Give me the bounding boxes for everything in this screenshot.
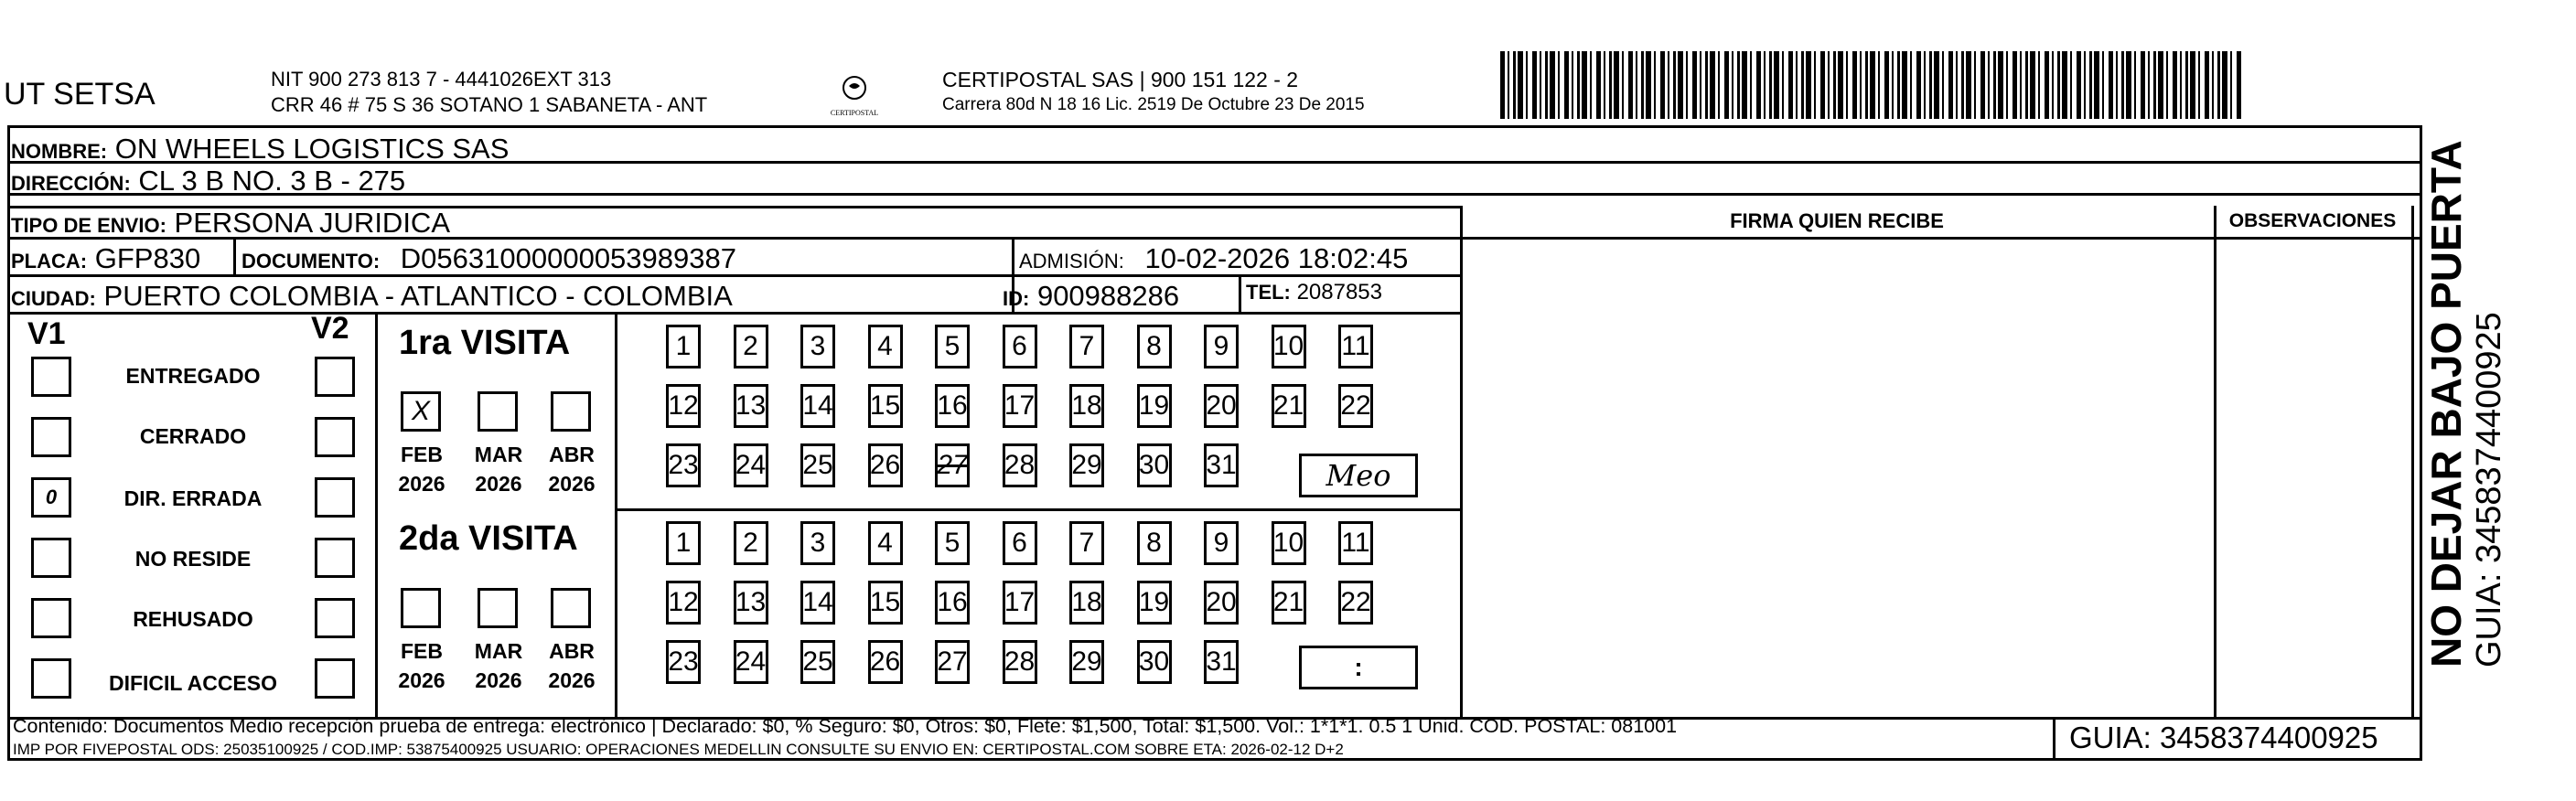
visit1-day-9[interactable]	[1204, 325, 1239, 368]
day-number: 8	[1146, 331, 1162, 361]
visit2-day-15[interactable]	[868, 581, 903, 625]
v1-checkbox-entregado[interactable]	[31, 357, 71, 397]
visit1-day-7[interactable]	[1069, 325, 1104, 368]
admision-row	[1019, 242, 1408, 275]
visit2-day-4[interactable]	[868, 521, 903, 565]
status-dir-errada: DIR. ERRADA	[123, 486, 263, 510]
v2-checkbox-rehusado[interactable]	[315, 598, 355, 638]
visit2-month-mar[interactable]	[478, 588, 518, 628]
day-number: 21	[1272, 390, 1304, 421]
day-number: 15	[869, 587, 901, 617]
day-number: 13	[735, 587, 767, 617]
admision-value: 10-02-2026 18:02:45	[1144, 242, 1409, 274]
day-number: 7	[1079, 331, 1095, 361]
company-address: CRR 46 # 75 S 36 SOTANO 1 SABANETA - ANT	[271, 93, 708, 116]
company-name: UT SETSA	[4, 77, 156, 112]
day-number: 4	[877, 528, 893, 558]
tipo-value: PERSONA JURIDICA	[174, 207, 450, 239]
day-number: 17	[1004, 587, 1036, 617]
status-cerrado: CERRADO	[139, 424, 247, 448]
day-number: 3	[810, 331, 826, 361]
direccion-label: DIRECCIÓN:	[11, 172, 131, 195]
day-number: 22	[1340, 390, 1371, 421]
visit1-day-3[interactable]	[800, 325, 835, 368]
visit2-title: 2da VISITA	[399, 519, 578, 558]
visit1-day-8[interactable]	[1137, 325, 1172, 368]
nombre-row	[11, 133, 509, 166]
visit2-day-19[interactable]	[1137, 581, 1172, 625]
visit2-day-17[interactable]	[1003, 581, 1037, 625]
day-number: 3	[810, 528, 826, 558]
day-number: 27	[937, 646, 968, 677]
visit2-year-mar: 2026	[475, 668, 522, 692]
visit1-day-21[interactable]	[1272, 384, 1306, 428]
v1-checkbox-dir-errada[interactable]	[31, 477, 71, 518]
visit1-day-12[interactable]	[666, 384, 701, 428]
visit2-day-22[interactable]	[1338, 581, 1373, 625]
day-number: 28	[1004, 450, 1036, 480]
day-number: 14	[802, 390, 833, 421]
visit1-month-feb[interactable]	[401, 391, 441, 432]
day-number: 10	[1272, 331, 1304, 361]
day-number: 29	[1071, 646, 1102, 677]
v1-checkbox-no-reside[interactable]	[31, 538, 71, 578]
v2-label: V2	[311, 311, 349, 346]
day-number: 8	[1146, 528, 1162, 558]
direccion-row	[11, 165, 405, 198]
day-number: 5	[944, 528, 961, 558]
side-guia: GUIA: 3458374400925	[2470, 312, 2508, 668]
visit2-day-6[interactable]	[1003, 521, 1037, 565]
visit2-feb-label: FEB	[401, 639, 443, 663]
visit2-day-23[interactable]	[666, 640, 701, 684]
visit1-title: 1ra VISITA	[399, 324, 571, 362]
visit2-day-25[interactable]	[800, 640, 835, 684]
day-number: 23	[668, 646, 699, 677]
day-number: 16	[937, 587, 968, 617]
visit1-day-5[interactable]	[935, 325, 970, 368]
day-number: 20	[1206, 587, 1237, 617]
visit2-day-10[interactable]	[1272, 521, 1306, 565]
certi-address: Carrera 80d N 18 16 Lic. 2519 De Octubre 23 De 2015	[942, 95, 1365, 114]
v2-checkbox-no-reside[interactable]	[315, 538, 355, 578]
company-nit: NIT 900 273 813 7 - 4441026EXT 313	[271, 68, 612, 91]
visit2-day-12[interactable]	[666, 581, 701, 625]
v1-checkbox-rehusado[interactable]	[31, 598, 71, 638]
v1-handwritten-mark: 0	[45, 486, 58, 508]
day-number: 9	[1213, 528, 1229, 558]
visit1-day-15[interactable]	[868, 384, 903, 428]
footer-line2: IMP POR FIVEPOSTAL ODS: 25035100925 / COD.IMP: 53875400925 USUARIO: OPERACIONES MEDELLIN CONSULTE SU ENVIO EN: CERTIPOSTAL.COM SOBRE ETA: 2026-02-12 D+2	[13, 741, 1344, 758]
visit2-day-8[interactable]	[1137, 521, 1172, 565]
firma-label: FIRMA QUIEN RECIBE	[1730, 209, 1944, 232]
certipostal-logo	[827, 71, 882, 119]
direccion-value: CL 3 B NO. 3 B - 275	[138, 165, 406, 197]
footer-line1: Contenido: Documentos Medio recepción prueba de entrega: electrónico | Declarado: $0, % Seguro: $0, Otros: $0, Flete: $1,500, Total: $1,500. Vol.: 1*1*1. 0.5 1 Unid. COD. POSTAL: 081001	[13, 715, 1678, 737]
visit1-day-29[interactable]	[1069, 443, 1104, 487]
day-number: 2	[743, 528, 758, 558]
status-no-reside: NO RESIDE	[134, 547, 252, 571]
visit2-day-14[interactable]	[800, 581, 835, 625]
day-number: 10	[1272, 528, 1304, 558]
visit1-month-abr[interactable]	[551, 391, 591, 432]
status-rehusado: REHUSADO	[133, 607, 253, 631]
visit2-day-30[interactable]	[1137, 640, 1172, 684]
visit1-day-23[interactable]	[666, 443, 701, 487]
day-number: 31	[1206, 450, 1237, 480]
visit1-abr-label: ABR	[549, 443, 595, 466]
visit1-day-24[interactable]	[734, 443, 768, 487]
v1-checkbox-dificil-acceso[interactable]	[31, 658, 71, 699]
placa-row	[11, 242, 200, 275]
id-value: 900988286	[1036, 280, 1180, 312]
logo-text: CERTIPOSTAL	[830, 109, 879, 117]
day-number: 16	[937, 390, 968, 421]
ciudad-value: PUERTO COLOMBIA - ATLANTICO - COLOMBIA	[103, 280, 733, 312]
footer-guia: GUIA: 3458374400925	[2069, 721, 2378, 754]
day-number: 1	[675, 331, 692, 361]
barcode	[1500, 51, 2241, 119]
visit1-day-31[interactable]	[1204, 443, 1239, 487]
visit2-time-colon: :	[1354, 653, 1363, 681]
day-number: 24	[735, 450, 767, 480]
visit2-day-5[interactable]	[935, 521, 970, 565]
day-number: 6	[1012, 331, 1027, 361]
day-number: 20	[1206, 390, 1237, 421]
observaciones-label: OBSERVACIONES	[2228, 210, 2397, 231]
visit2-day-7[interactable]	[1069, 521, 1104, 565]
visit1-extra-field[interactable]	[1299, 454, 1418, 497]
visit1-month-mark: X	[411, 396, 430, 426]
visit1-day-25[interactable]	[800, 443, 835, 487]
documento-row	[242, 242, 736, 275]
visit2-day-18[interactable]	[1069, 581, 1104, 625]
day-number: 13	[735, 390, 767, 421]
status-dificil-acceso: DIFICIL ACCESO	[108, 671, 277, 695]
tel-row	[1246, 280, 1382, 305]
day-number: 19	[1138, 587, 1170, 617]
visit2-day-31[interactable]	[1204, 640, 1239, 684]
visit1-year-feb: 2026	[398, 472, 445, 496]
v2-checkbox-dificil-acceso[interactable]	[315, 658, 355, 699]
visit2-month-feb[interactable]	[401, 588, 441, 628]
visit1-day-mark: 27	[937, 450, 968, 480]
day-number: 28	[1004, 646, 1036, 677]
tipo-label: TIPO DE ENVIO:	[11, 214, 166, 237]
visit1-day-16[interactable]	[935, 384, 970, 428]
documento-value: D05631000000053989387	[400, 242, 736, 274]
visit1-year-mar: 2026	[475, 472, 522, 496]
day-number: 17	[1004, 390, 1036, 421]
day-number: 1	[675, 528, 692, 558]
visit1-day-6[interactable]	[1003, 325, 1037, 368]
day-number: 21	[1272, 587, 1304, 617]
ciudad-label: CIUDAD:	[11, 287, 96, 310]
day-number: 19	[1138, 390, 1170, 421]
nombre-label: NOMBRE:	[11, 140, 108, 163]
visit2-day-29[interactable]	[1069, 640, 1104, 684]
day-number: 30	[1138, 646, 1170, 677]
v1-checkbox-cerrado[interactable]	[31, 417, 71, 457]
visit2-year-feb: 2026	[398, 668, 445, 692]
day-number: 29	[1071, 450, 1102, 480]
visit2-month-abr[interactable]	[551, 588, 591, 628]
day-number: 12	[668, 587, 699, 617]
visit1-day-10[interactable]	[1272, 325, 1306, 368]
tipo-row	[11, 207, 450, 240]
day-number: 22	[1340, 587, 1371, 617]
day-number: 24	[735, 646, 767, 677]
day-number: 30	[1138, 450, 1170, 480]
placa-label: PLACA:	[11, 250, 88, 272]
day-number: 5	[944, 331, 961, 361]
day-number: 2	[743, 331, 758, 361]
visit1-day-27[interactable]	[935, 443, 970, 487]
visit1-day-13[interactable]	[734, 384, 768, 428]
nombre-value: ON WHEELS LOGISTICS SAS	[114, 133, 510, 165]
visit1-day-26[interactable]	[868, 443, 903, 487]
day-number: 14	[802, 587, 833, 617]
visit2-day-13[interactable]	[734, 581, 768, 625]
day-number: 4	[877, 331, 893, 361]
visit2-day-11[interactable]	[1338, 521, 1373, 565]
visit2-day-26[interactable]	[868, 640, 903, 684]
visit1-feb-label: FEB	[401, 443, 443, 466]
tel-label: TEL:	[1246, 281, 1291, 304]
day-number: 18	[1071, 587, 1102, 617]
day-number: 6	[1012, 528, 1027, 558]
day-number: 31	[1206, 646, 1237, 677]
v2-checkbox-cerrado[interactable]	[315, 417, 355, 457]
v1-label: V1	[27, 316, 66, 351]
ciudad-row	[11, 280, 733, 313]
visit1-day-11[interactable]	[1338, 325, 1373, 368]
side-text	[2422, 140, 2569, 668]
v2-checkbox-entregado[interactable]	[315, 357, 355, 397]
visit2-day-9[interactable]	[1204, 521, 1239, 565]
day-number: 25	[802, 646, 833, 677]
visit2-day-20[interactable]	[1204, 581, 1239, 625]
visit1-month-mar[interactable]	[478, 391, 518, 432]
visit2-abr-label: ABR	[549, 639, 595, 663]
visit1-day-4[interactable]	[868, 325, 903, 368]
visit1-day-18[interactable]	[1069, 384, 1104, 428]
tel-value: 2087853	[1296, 280, 1382, 304]
visit2-year-abr: 2026	[548, 668, 596, 692]
visit2-day-28[interactable]	[1003, 640, 1037, 684]
visit1-year-abr: 2026	[548, 472, 596, 496]
day-number: 23	[668, 450, 699, 480]
visit1-day-20[interactable]	[1204, 384, 1239, 428]
visit1-day-22[interactable]	[1338, 384, 1373, 428]
visit2-day-2[interactable]	[734, 521, 768, 565]
certi-name: CERTIPOSTAL SAS | 900 151 122 - 2	[942, 68, 1299, 91]
visit1-handwritten-note: Meo	[1326, 458, 1391, 493]
visit2-day-21[interactable]	[1272, 581, 1306, 625]
day-number: 25	[802, 450, 833, 480]
id-row	[1003, 280, 1179, 313]
day-number: 11	[1341, 331, 1370, 361]
visit1-day-17[interactable]	[1003, 384, 1037, 428]
admision-label: ADMISIÓN:	[1019, 250, 1124, 272]
visit1-day-2[interactable]	[734, 325, 768, 368]
visit2-day-1[interactable]	[666, 521, 701, 565]
visit2-day-24[interactable]	[734, 640, 768, 684]
documento-label: DOCUMENTO:	[242, 250, 381, 272]
visit1-day-1[interactable]	[666, 325, 701, 368]
status-entregado: ENTREGADO	[125, 364, 261, 388]
visit2-day-16[interactable]	[935, 581, 970, 625]
day-number: 7	[1079, 528, 1095, 558]
visit2-time-field[interactable]	[1299, 646, 1418, 689]
visit1-day-19[interactable]	[1137, 384, 1172, 428]
visit2-mar-label: MAR	[474, 639, 523, 663]
visit1-mar-label: MAR	[474, 443, 523, 466]
day-number: 9	[1213, 331, 1229, 361]
visit1-day-14[interactable]	[800, 384, 835, 428]
placa-value: GFP830	[94, 242, 201, 274]
day-number: 12	[668, 390, 699, 421]
visit2-day-3[interactable]	[800, 521, 835, 565]
id-label: ID:	[1003, 287, 1030, 310]
visit2-day-27[interactable]	[935, 640, 970, 684]
day-number: 26	[869, 450, 901, 480]
visit1-day-28[interactable]	[1003, 443, 1037, 487]
v2-checkbox-dir-errada[interactable]	[315, 477, 355, 518]
day-number: 18	[1071, 390, 1102, 421]
day-number: 11	[1341, 528, 1370, 558]
no-dejar-bajo-puerta: NO DEJAR BAJO PUERTA	[2422, 140, 2470, 668]
day-number: 26	[869, 646, 901, 677]
visit1-day-30[interactable]	[1137, 443, 1172, 487]
day-number: 15	[869, 390, 901, 421]
